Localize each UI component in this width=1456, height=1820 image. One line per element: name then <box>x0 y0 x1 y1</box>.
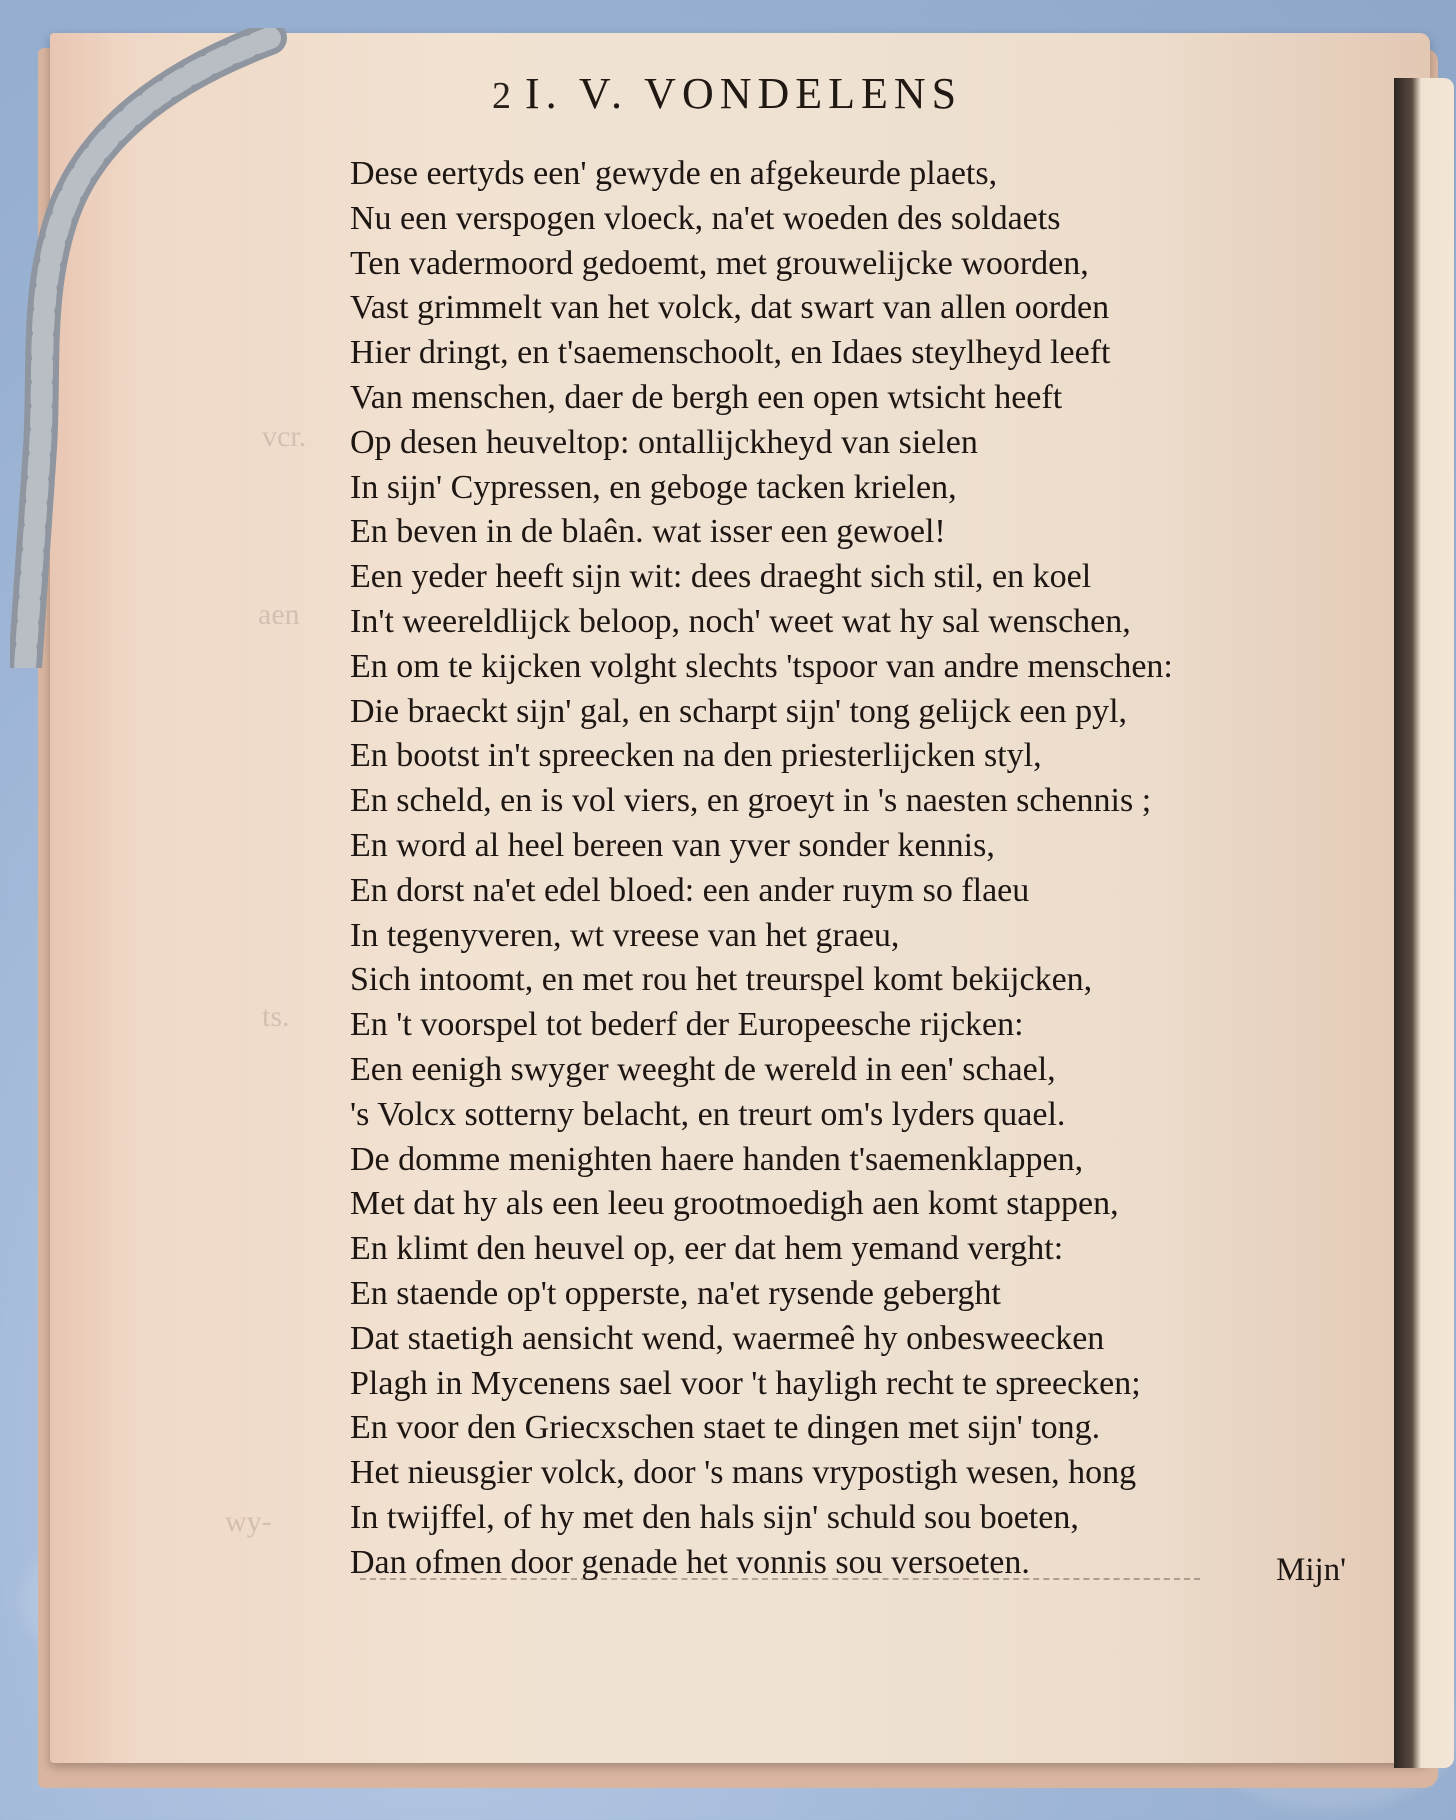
poem-line: En dorst na'et edel bloed: een ander ruym so flaeu <box>350 871 1030 909</box>
poem-text <box>350 152 1360 1586</box>
page-header <box>0 68 1456 128</box>
poem-line: En om te kijcken volght slechts 'tspoor van andre menschen: <box>350 647 1173 685</box>
poem-line: Van menschen, daer de bergh een open wtsicht heeft <box>350 378 1063 416</box>
poem-line: Een eenigh swyger weeght de wereld in een' schael, <box>350 1050 1056 1088</box>
poem-line: Een yeder heeft sijn wit: dees draeght sich stil, en koel <box>350 558 1092 596</box>
poem-line: En staende op't opperste, na'et rysende geberght <box>350 1274 1001 1312</box>
poem-line: De domme menighten haere handen t'saemenklappen, <box>350 1140 1084 1178</box>
poem-line: Dan ofmen door genade het vonnis sou versoeten. <box>350 1543 1030 1581</box>
book-spine <box>1394 78 1454 1768</box>
poem-line: Hier dringt, en t'saemenschoolt, en Idaes steylheyd leeft <box>350 334 1111 372</box>
poem-line: Die braeckt sijn' gal, en scharpt sijn' tong gelijck een pyl, <box>350 692 1128 730</box>
show-through-text: wy- <box>225 1505 272 1538</box>
poem-line: En scheld, en is vol viers, en groeyt in 's naesten schennis ; <box>350 782 1152 820</box>
poem-line: Op desen heuveltop: ontallijckheyd van sielen <box>350 423 978 461</box>
poem-line: Nu een verspogen vloeck, na'et woeden des soldaets <box>350 199 1061 237</box>
catchword: Mijn' <box>1276 1552 1347 1588</box>
poem-line: Dese eertyds een' gewyde en afgekeurde plaets, <box>350 155 998 192</box>
page-number: 2 <box>492 75 511 117</box>
poem-line: En klimt den heuvel op, eer dat hem yemand verght: <box>350 1230 1064 1268</box>
poem-line: Sich intoomt, en met rou het treurspel komt bekijcken, <box>350 961 1093 999</box>
show-through-text: aen <box>258 598 300 631</box>
show-through-text: ts. <box>262 1000 290 1033</box>
poem-line: En word al heel bereen van yver sonder kennis, <box>350 826 995 864</box>
poem-line: 's Volcx sotterny belacht, en treurt om's lyders quael. <box>350 1095 1066 1133</box>
show-through-text: vcr. <box>262 420 307 453</box>
poem-line: En 't voorspel tot bederf der Europeesche rijcken: <box>350 1006 1024 1044</box>
poem-line: In sijn' Cypressen, en geboge tacken krielen, <box>350 468 957 506</box>
poem-line: In't weereldlijck beloop, noch' weet wat hy sal wenschen, <box>350 602 1131 640</box>
poem-line: In tegenyveren, wt vreese van het graeu, <box>350 916 900 954</box>
poem-line: Met dat hy als een leeu grootmoedigh aen komt stappen, <box>350 1185 1119 1223</box>
poem-line: En bootst in't spreecken na den priesterlijcken styl, <box>350 737 1042 775</box>
running-head: I. V. VONDELENS <box>525 69 963 118</box>
poem-line: Plagh in Mycenens sael voor 't hayligh recht te spreecken; <box>350 1364 1141 1402</box>
poem-line: Ten vadermoord gedoemt, met grouwelijcke woorden, <box>350 244 1089 282</box>
poem-line: Vast grimmelt van het volck, dat swart van allen oorden <box>350 289 1110 327</box>
poem-line: In twijffel, of hy met den hals sijn' schuld sou boeten, <box>350 1498 1079 1536</box>
poem-line: En voor den Griecxschen staet te dingen met sijn' tong. <box>350 1409 1101 1447</box>
poem-line: En beven in de blaên. wat isser een gewoel! <box>350 513 946 551</box>
dashed-rule <box>360 1578 1200 1580</box>
poem-line: Het nieusgier volck, door 's mans vrypostigh wesen, hong <box>350 1454 1137 1492</box>
poem-line: Dat staetigh aensicht wend, waermeê hy onbesweecken <box>350 1319 1105 1357</box>
